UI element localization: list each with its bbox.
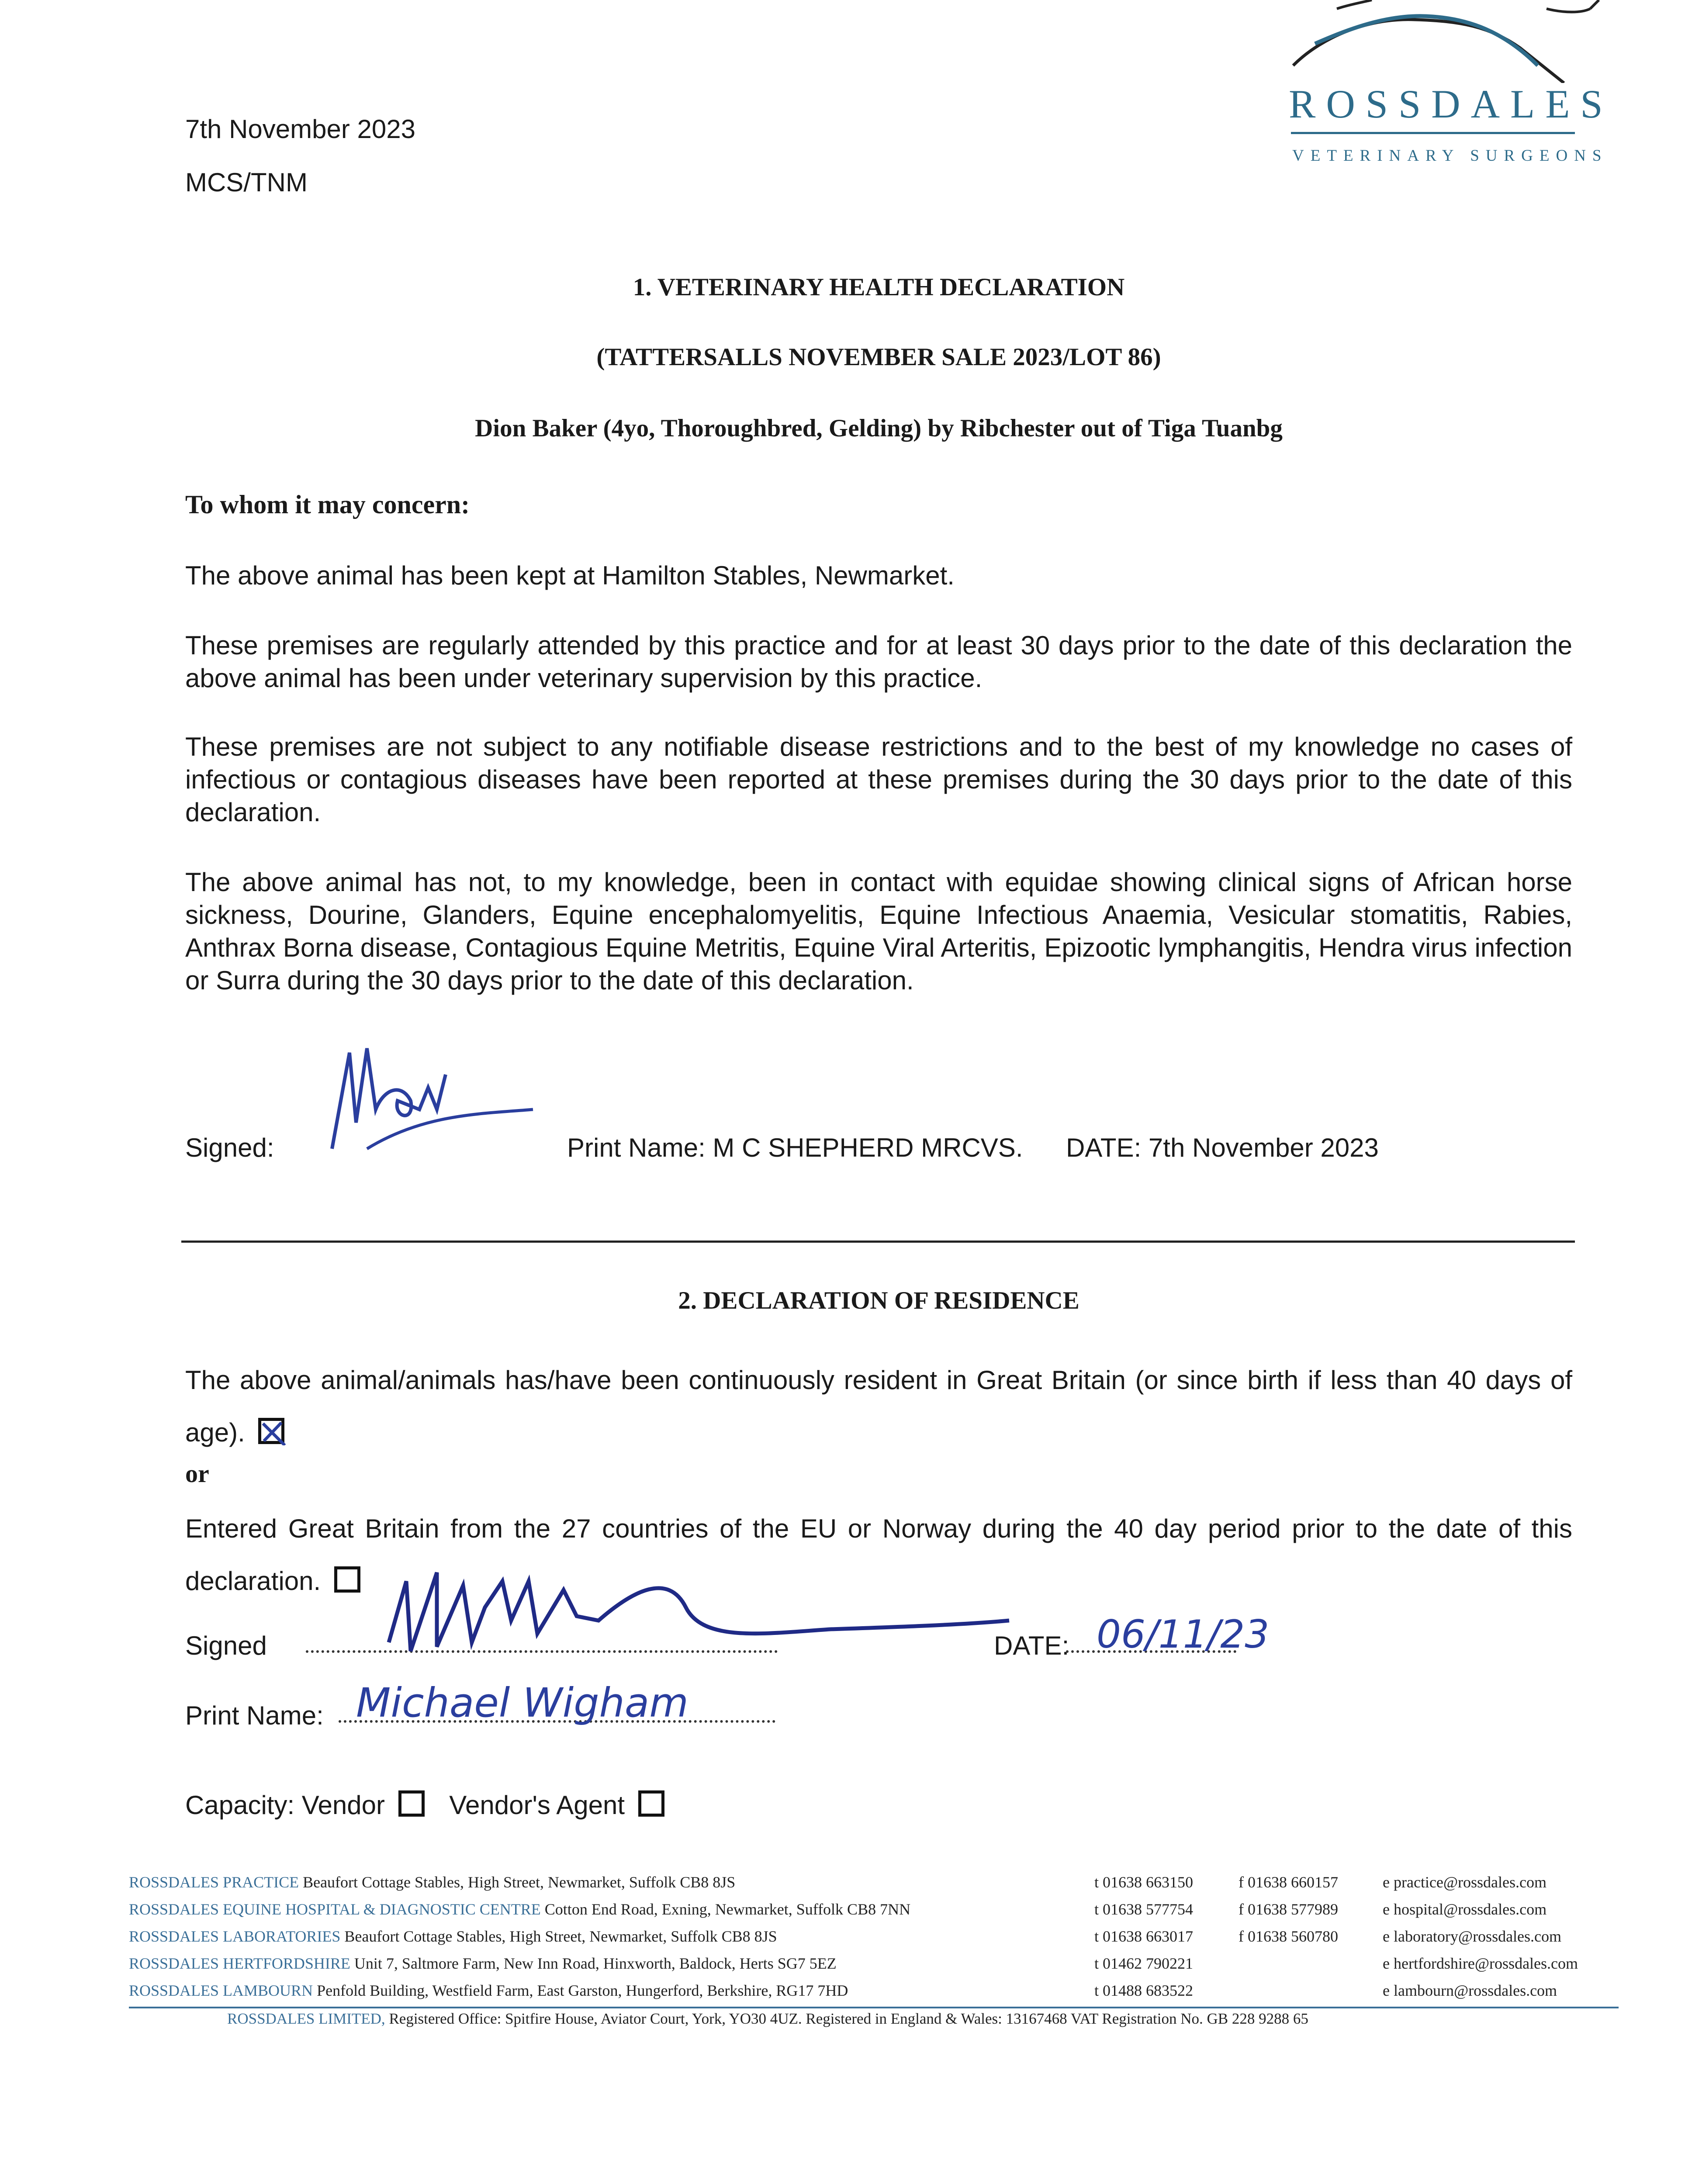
vendor-checkbox[interactable] (398, 1790, 425, 1817)
section1-subheading: (TATTERSALLS NOVEMBER SALE 2023/LOT 86) (596, 343, 1161, 371)
vet-signed-label: Signed: (185, 1133, 274, 1162)
footer-email[interactable]: e lambourn@rossdales.com (1383, 1982, 1557, 1999)
vet-signature (315, 1035, 542, 1166)
paragraph-supervision: These premises are regularly attended by this practice and for at least 30 days prior to the date of this declaration the above animal has been under veterinary supervision by this practice. (185, 631, 1572, 693)
owner-date-value: 06/11/23 (1097, 1612, 1270, 1657)
footer-email[interactable]: e laboratory@rossdales.com (1383, 1928, 1562, 1945)
footer-tel: t 01638 663017 (1094, 1928, 1194, 1945)
resident-statement (185, 1354, 1572, 1459)
reference-code: MCS/TNM (185, 168, 308, 197)
capacity-row (185, 1789, 664, 1821)
section1-heading: 1. VETERINARY HEALTH DECLARATION (633, 273, 1125, 301)
capacity-label: Capacity: Vendor (185, 1790, 385, 1820)
paragraph-kept: The above animal has been kept at Hamilton Stables, Newmarket. (185, 561, 955, 590)
logo-subtitle: VETERINARY SURGEONS (1292, 147, 1608, 165)
or-label: or (185, 1459, 209, 1488)
owner-date-label: DATE: (994, 1631, 1069, 1660)
footer-row: ROSSDALES PRACTICE Beaufort Cottage Stables, High Street, Newmarket, Suffolk CB8 8JS (129, 1873, 736, 1891)
footer-tel: t 01488 683522 (1094, 1982, 1194, 1999)
owner-print-name-value: Michael Wigham (356, 1679, 689, 1726)
footer-divider (129, 2007, 1619, 2008)
owner-print-name-label: Print Name: (185, 1701, 324, 1730)
footer-tel: t 01638 577754 (1094, 1901, 1194, 1918)
agent-label: Vendor's Agent (449, 1790, 625, 1820)
section2-heading: 2. DECLARATION OF RESIDENCE (678, 1287, 1080, 1314)
entered-checkbox[interactable] (334, 1566, 360, 1593)
footer-row: ROSSDALES EQUINE HOSPITAL & DIAGNOSTIC CENTRE Cotton End Road, Exning, Newmarket, Suffolk CB8 7NN (129, 1901, 911, 1918)
footer-tel: t 01462 790221 (1094, 1955, 1194, 1972)
footer-tel: t 01638 663150 (1094, 1873, 1194, 1891)
vet-date: DATE: 7th November 2023 (1066, 1133, 1379, 1162)
footer-fax: f 01638 660157 (1239, 1873, 1338, 1891)
resident-text: The above animal/animals has/have been continuously resident in Great Britain (or since birth if less than 40 days of age). (185, 1365, 1572, 1447)
footer-email[interactable]: e hertfordshire@rossdales.com (1383, 1955, 1578, 1972)
footer-email[interactable]: e practice@rossdales.com (1383, 1873, 1547, 1891)
owner-signature (371, 1555, 1027, 1669)
vet-print-name: Print Name: M C SHEPHERD MRCVS. (567, 1133, 1023, 1162)
footer-row: ROSSDALES LAMBOURN Penfold Building, Westfield Farm, East Garston, Hungerford, Berkshire, RG17 7HD (129, 1982, 848, 1999)
salutation: To whom it may concern: (185, 490, 470, 519)
section-divider (181, 1241, 1575, 1243)
footer-row: ROSSDALES LABORATORIES Beaufort Cottage Stables, High Street, Newmarket, Suffolk CB8 8JS (129, 1928, 777, 1945)
footer-fax: f 01638 577989 (1239, 1901, 1338, 1918)
entered-text: Entered Great Britain from the 27 countries of the EU or Norway during the 40 day period prior to the date of this declaration. (185, 1514, 1572, 1596)
resident-checkbox[interactable] (258, 1418, 284, 1444)
horse-logo-icon (1284, 0, 1616, 83)
owner-signed-label: Signed (185, 1631, 267, 1660)
horse-description: Dion Baker (4yo, Thoroughbred, Gelding) by Ribchester out of Tiga Tuanbg (475, 415, 1283, 442)
footer-email[interactable]: e hospital@rossdales.com (1383, 1901, 1547, 1918)
checkmark-x-icon (259, 1419, 286, 1445)
logo-divider (1291, 132, 1575, 134)
paragraph-restrictions: These premises are not subject to any notifiable disease restrictions and to the best of my knowledge no cases of infectious or contagious diseases have been reported at these premises during the 30 days prior to the date of this declaration. (185, 732, 1572, 827)
logo-wordmark: ROSSDALES (1289, 82, 1613, 126)
footer-row: ROSSDALES HERTFORDSHIRE Unit 7, Saltmore Farm, New Inn Road, Hinxworth, Baldock, Herts SG7 5EZ (129, 1955, 837, 1972)
paragraph-contact: The above animal has not, to my knowledge, been in contact with equidae showing clinical signs of African horse sickness, Dourine, Glanders, Equine encephalomyelitis, Equine Infectious Anaemia, Vesicular stomatitis, Rabies, Anthrax Borna disease, Contagious Equine Metritis, Equine Viral Arteritis, Epizootic lymphangitis, Hendra virus infection or Surra during the 30 days prior to the date of this declaration. (185, 867, 1572, 995)
footer-registration: ROSSDALES LIMITED, Registered Office: Spitfire House, Aviator Court, York, YO30 4UZ. Registered in England & Wales: 13167468 VAT Registration No. GB 228 9288 65 (227, 2010, 1308, 2027)
footer-fax: f 01638 560780 (1239, 1928, 1338, 1945)
letter-date: 7th November 2023 (185, 114, 415, 144)
agent-checkbox[interactable] (638, 1790, 664, 1817)
